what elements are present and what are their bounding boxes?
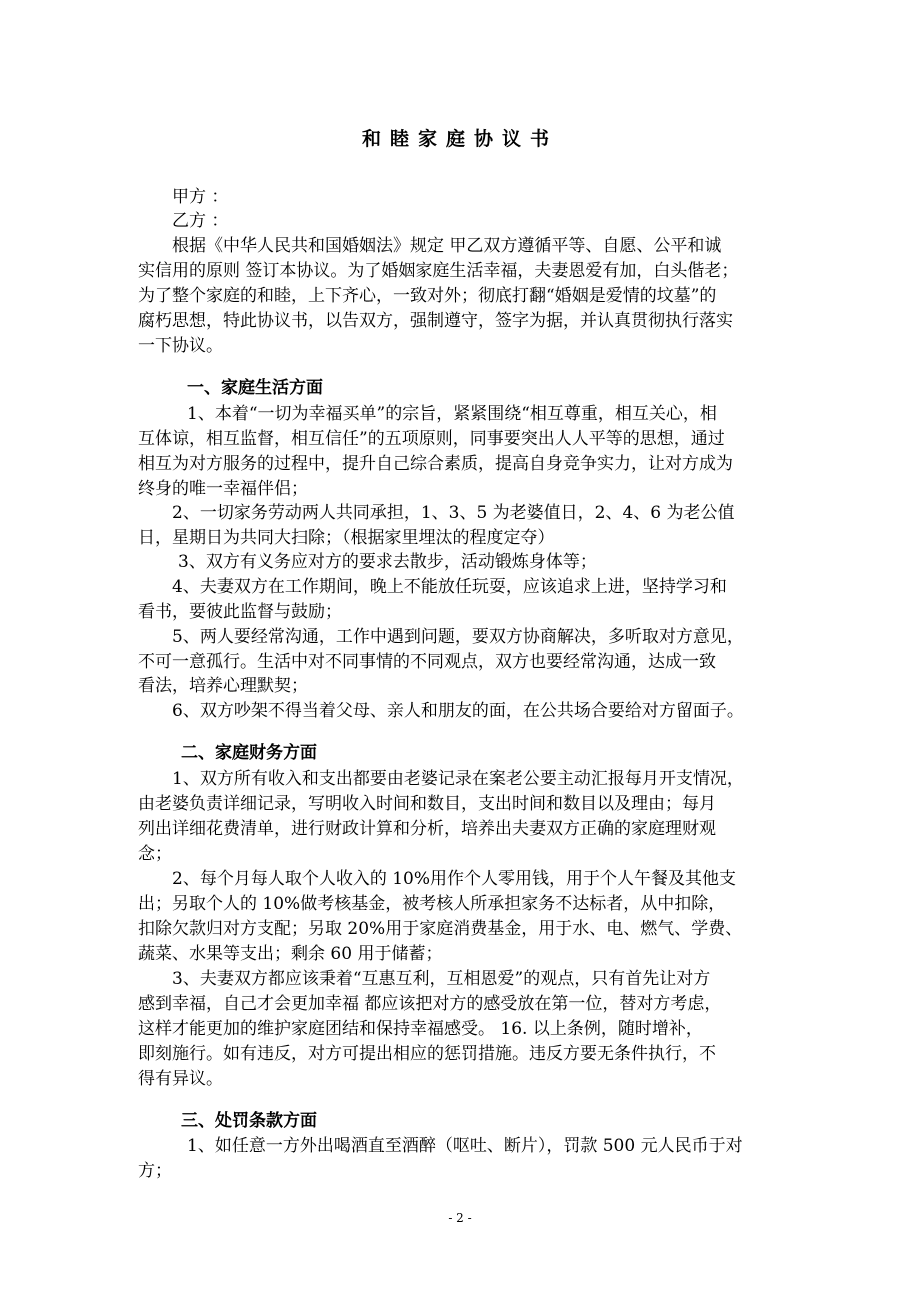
section-heading-family-life: 一、家庭生活方面 xyxy=(187,378,323,398)
page-number: - 2 - xyxy=(448,1211,472,1225)
clause-line: 出；另取个人的 10%做考核基金，被考核人所承担家务不达标者，从中扣除， xyxy=(138,894,726,914)
clause-line: 方； xyxy=(138,1161,172,1181)
clause-line: 扣除欠款归对方支配；另取 20%用于家庭消费基金，用于水、电、燃气、学费、 xyxy=(138,919,743,939)
clause-line: 1、双方所有收入和支出都要由老婆记录在案老公要主动汇报每月开支情况， xyxy=(172,769,744,789)
clause-line: 互体谅，相互监督，相互信任”的五项原则，同事要突出人人平等的思想，通过 xyxy=(138,429,725,449)
clause-line: 感到幸福，自己才会更加幸福 都应该把对方的感受放在第一位，替对方考虑， xyxy=(138,994,722,1014)
clause-line: 即刻施行。如有违反，对方可提出相应的惩罚措施。违反方要无条件执行，不 xyxy=(138,1044,716,1064)
clause-line: 日，星期日为共同大扫除；（根据家里埋汰的程度定夺） xyxy=(138,528,555,548)
clause-line: 5、两人要经常沟通，工作中遇到问题，要双方协商解决，多听取对方意见， xyxy=(172,627,744,647)
clause-line: 念； xyxy=(138,844,172,864)
intro-line: 根据《中华人民共和国婚姻法》规定 甲乙双方遵循平等、自愿、公平和诚 xyxy=(172,236,722,256)
intro-line: 一下协议。 xyxy=(138,336,223,356)
clause-line: 3、夫妻双方都应该秉着“互惠互利，互相恩爱”的观点，只有首先让对方 xyxy=(172,969,711,989)
party-b-line: 乙方 ： xyxy=(172,211,229,231)
intro-line: 实信用的原则 签订本协议。为了婚姻家庭生活幸福，夫妻恩爱有加，白头偕老； xyxy=(138,261,739,281)
clause-line: 这样才能更加的维护家庭团结和保持幸福感受。 16. 以上条例，随时增补， xyxy=(138,1019,703,1039)
clause-line: 列出详细花费清单，进行财政计算和分析，培养出夫妻双方正确的家庭理财观 xyxy=(138,819,716,839)
clause-line: 看法，培养心理默契； xyxy=(138,676,308,696)
document-title: 和睦家庭协议书 xyxy=(361,128,558,150)
clause-line: 由老婆负责详细记录，写明收入时间和数目，支出时间和数目以及理由；每月 xyxy=(138,794,716,814)
clause-line: 蔬菜、水果等支出；剩余 60 用于储蓄； xyxy=(138,944,443,964)
clause-line: 看书，要彼此监督与鼓励； xyxy=(138,602,342,622)
clause-line: 1、本着“一切为幸福买单”的宗旨，紧紧围绕“相互尊重，相互关心，相 xyxy=(187,404,717,424)
clause-line: 2、每个月每人取个人收入的 10%用作个人零用钱，用于个人午餐及其他支 xyxy=(172,869,737,889)
intro-line: 为了整个家庭的和睦，上下齐心，一致对外；彻底打翻“婚姻是爱情的坟墓”的 xyxy=(138,286,717,306)
clause-line: 得有异议。 xyxy=(138,1069,223,1089)
clause-line: 相互为对方服务的过程中，提升自己综合素质，提高自身竞争实力，让对方成为 xyxy=(138,454,733,474)
section-heading-penalty: 三、处罚条款方面 xyxy=(181,1111,317,1131)
clause-line: 终身的唯一幸福伴侣； xyxy=(138,479,308,499)
clause-line: 1、如任意一方外出喝酒直至酒醉（呕吐、断片），罚款 500 元人民币于对 xyxy=(187,1136,743,1156)
section-heading-family-finance: 二、家庭财务方面 xyxy=(181,743,317,763)
party-a-line: 甲方 ： xyxy=(172,187,229,207)
clause-line: 6、双方吵架不得当着父母、亲人和朋友的面，在公共场合要给对方留面子。 xyxy=(172,701,744,721)
clause-line: 2、一切家务劳动两人共同承担，1、3、5 为老婆值日，2、4、6 为老公值 xyxy=(172,503,735,523)
clause-line: 4、夫妻双方在工作期间，晚上不能放任玩耍，应该追求上进，坚持学习和 xyxy=(172,577,727,597)
intro-line: 腐朽思想，特此协议书，以告双方，强制遵守，签字为据，并认真贯彻执行落实 xyxy=(138,311,733,331)
clause-line: 3、双方有义务应对方的要求去散步，活动锻炼身体等； xyxy=(178,552,597,572)
clause-line: 不可一意孤行。生活中对不同事情的不同观点，双方也要经常沟通，达成一致 xyxy=(138,652,716,672)
